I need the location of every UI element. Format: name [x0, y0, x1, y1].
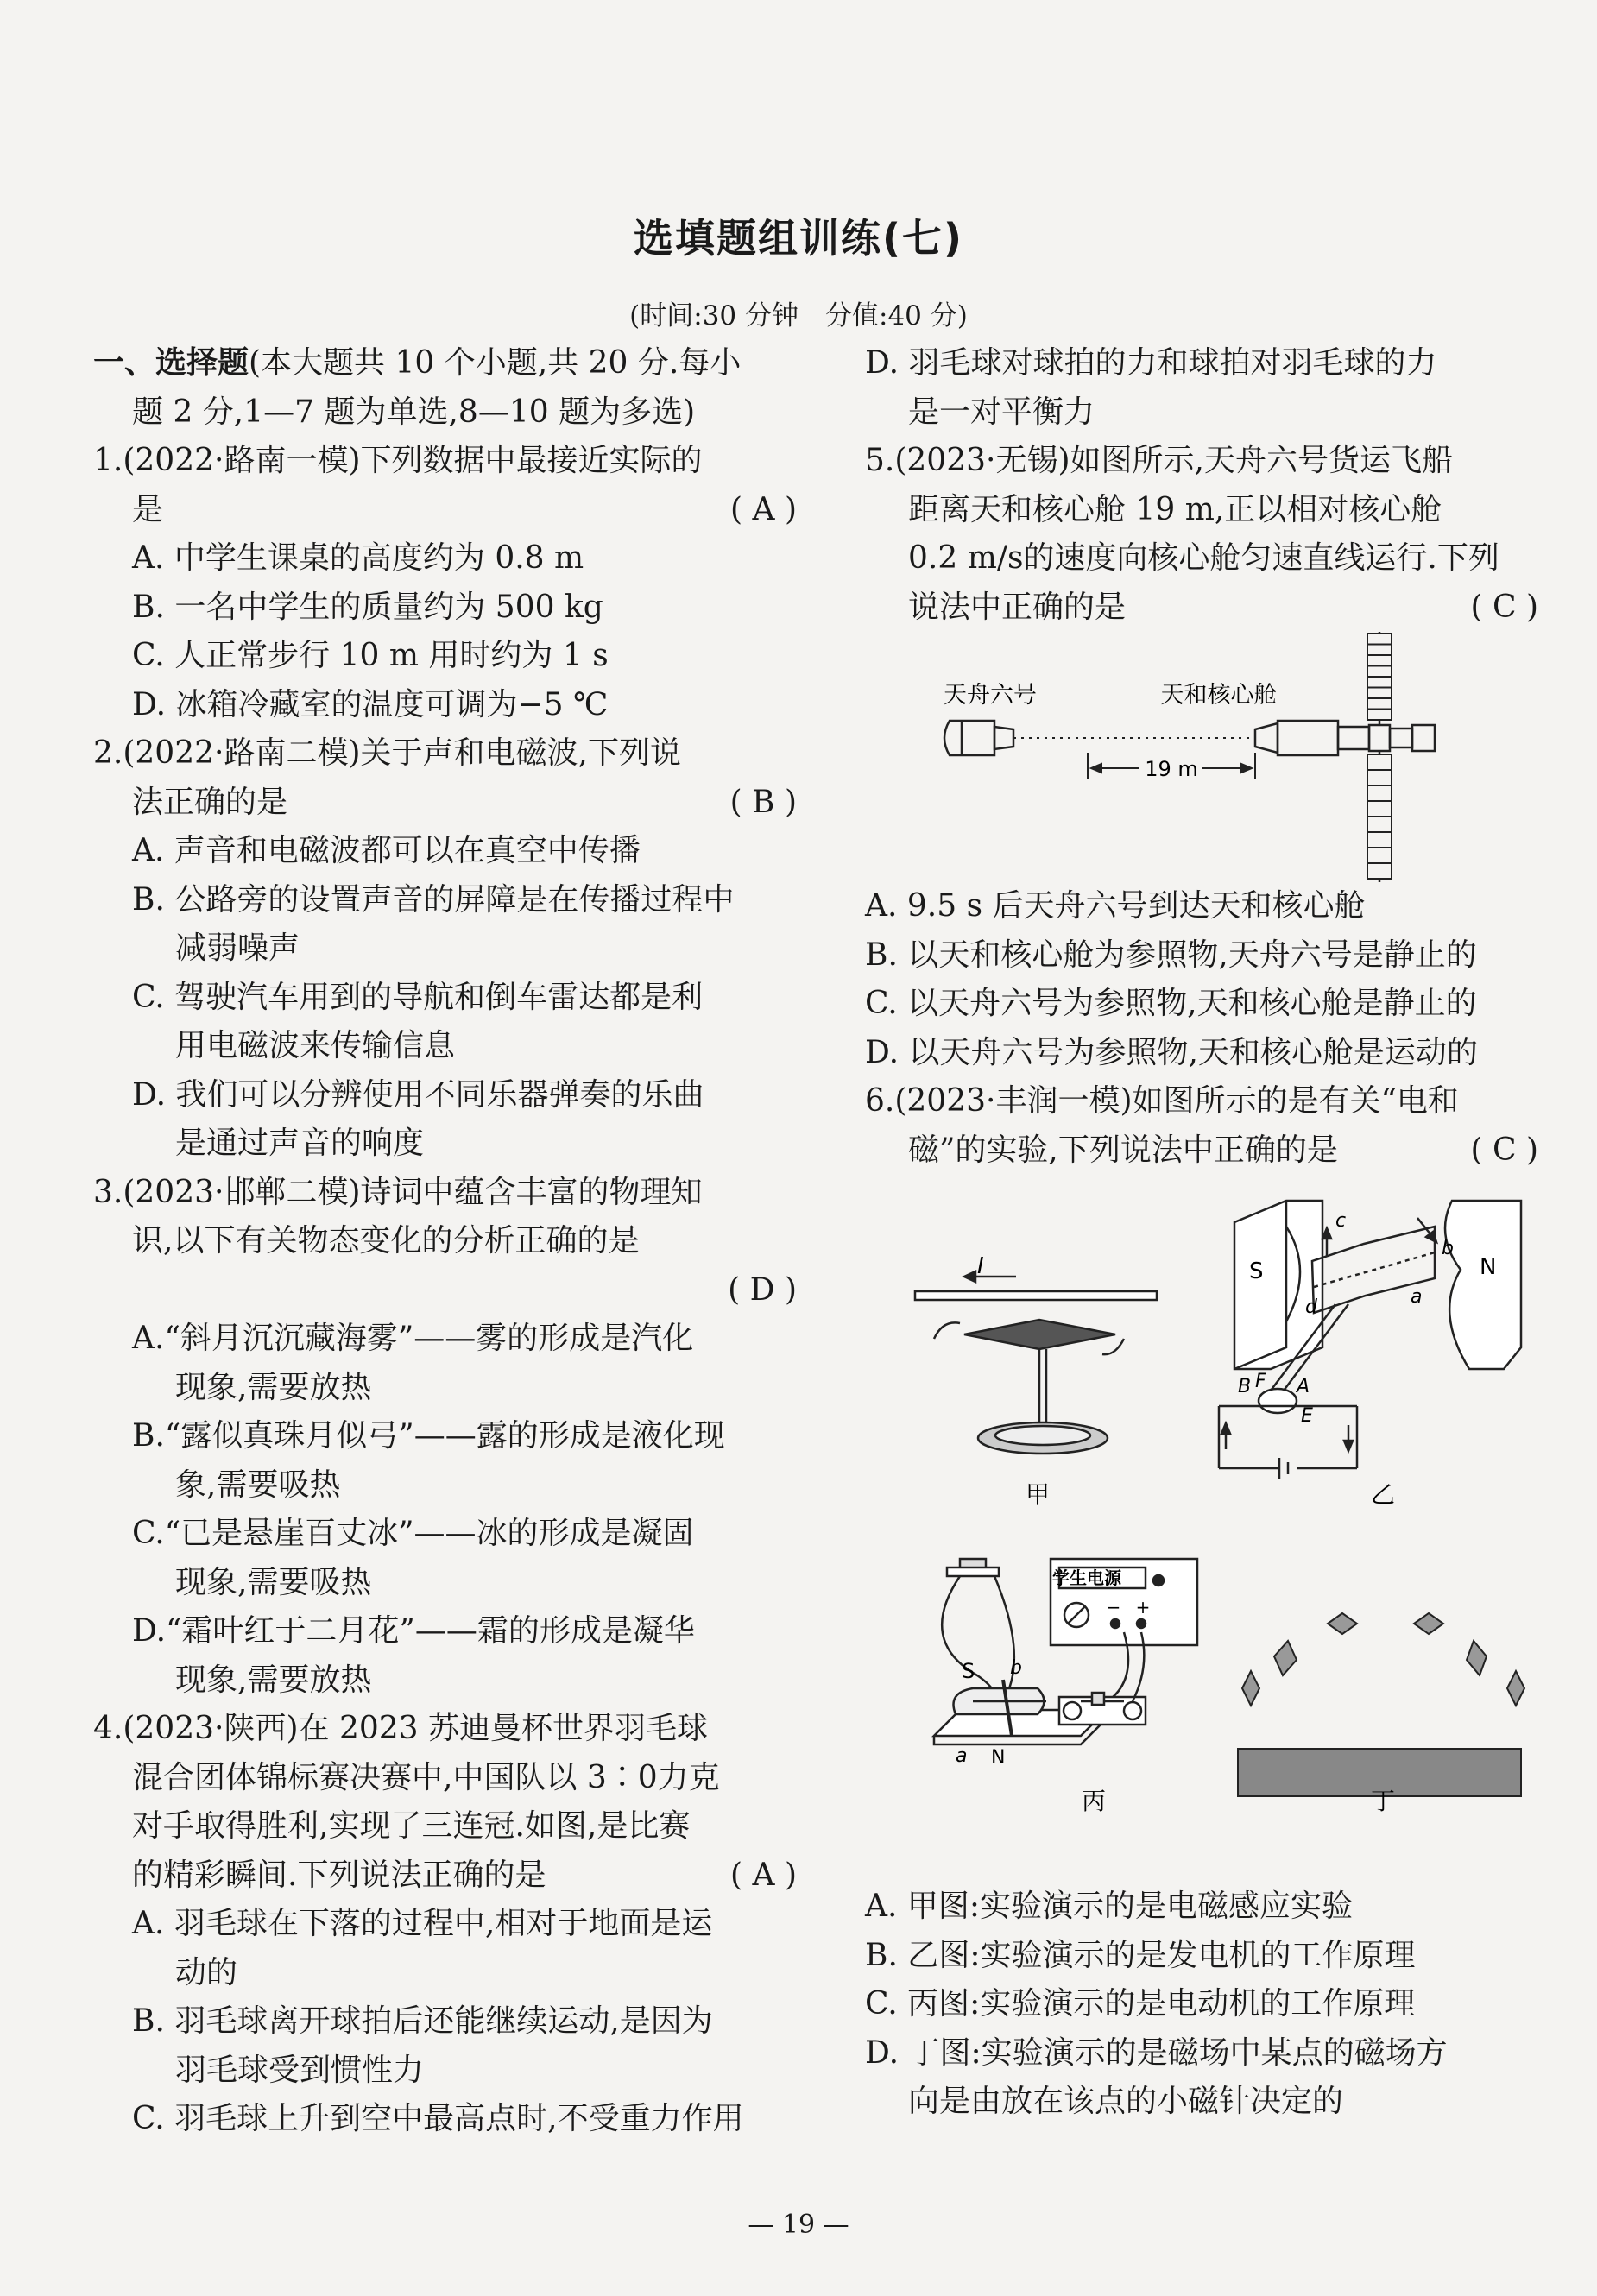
fig-jia-oersted	[915, 1271, 1157, 1454]
q2-option-d-2: 是通过声音的响度	[175, 1126, 425, 1161]
q6-answer: ( C )	[1470, 1132, 1538, 1168]
fig-bing-power-label: 学生电源	[1052, 1567, 1121, 1588]
q1-stem-1: 1.(2022·路南一模)下列数据中最接近实际的	[93, 443, 703, 478]
solar-panel-cell	[1367, 817, 1392, 832]
q5-stem-4	[865, 583, 1538, 633]
q5-answer: ( C )	[1470, 589, 1538, 625]
q1-option-c: C. 人正常步行 10 m 用时约为 1 s	[132, 638, 609, 673]
q2-option-b-1: B. 公路旁的设置声音的屏障是在传播过程中	[132, 881, 735, 918]
fig-yi-label: 乙	[1370, 1480, 1396, 1509]
q4-stem-2: 混合团体锦标赛决赛中,中国队以 3∶0力克	[132, 1759, 720, 1795]
q4-option-a-1: A. 羽毛球在下落的过程中,相对于地面是运	[132, 1906, 713, 1941]
fig-yi-F: F	[1255, 1371, 1266, 1392]
section-desc-2: 题 2 分,1—7 题为单选,8—10 题为多选)	[132, 394, 696, 430]
solar-panel-cell	[1367, 785, 1392, 801]
page-number: — 19 —	[748, 2210, 849, 2240]
fig-yi-E: E	[1301, 1405, 1313, 1427]
q5-stem-4-text: 说法中正确的是	[908, 589, 1127, 625]
q5-distance-label: 19 m	[1145, 757, 1198, 781]
solar-panel-cell	[1367, 645, 1392, 656]
fig-bing-pole-s: S	[962, 1659, 975, 1683]
q6-stem-2	[865, 1126, 1538, 1176]
q6-stem-1: 6.(2023·丰润一模)如图所示的是有关“电和	[865, 1083, 1459, 1119]
solar-panel-cell	[1367, 832, 1392, 848]
q1-option-b: B. 一名中学生的质量约为 500 kg	[132, 589, 603, 625]
q4-stem-4-text: 的精彩瞬间.下列说法正确的是	[132, 1857, 546, 1893]
fig-ding-label: 丁	[1370, 1787, 1396, 1815]
q5-label-tianzhou: 天舟六号	[944, 682, 1037, 709]
solar-panel-cell	[1367, 698, 1392, 710]
q6-stem-2-text: 磁”的实验,下列说法中正确的是	[908, 1132, 1338, 1168]
q4-stem-1: 4.(2023·陕西)在 2023 苏迪曼杯世界羽毛球	[93, 1711, 709, 1746]
q5-spacecraft-figure	[865, 632, 1538, 882]
fig-yi-pole-n: N	[1480, 1254, 1497, 1280]
q2-option-c-1: C. 驾驶汽车用到的导航和倒车雷达都是利	[132, 979, 704, 1015]
q1-stem-2	[93, 486, 797, 535]
q3-option-d-2: 现象,需要放热	[175, 1662, 372, 1698]
q2-option-b-2: 减弱噪声	[175, 930, 300, 966]
tianhe-station-icon	[1255, 632, 1435, 882]
q6-electromagnetism-figure	[865, 1175, 1538, 1883]
q2-answer: ( B )	[729, 784, 797, 820]
q4-option-d-2: 是一对平衡力	[908, 394, 1095, 430]
q5-option-b: B. 以天和核心舱为参照物,天舟六号是静止的	[865, 937, 1477, 973]
solar-panel-cell	[1367, 677, 1392, 688]
q6-option-b: B. 乙图:实验演示的是发电机的工作原理	[865, 1937, 1416, 1973]
fig-yi-b: b	[1442, 1238, 1454, 1259]
solar-panel-cell	[1367, 688, 1392, 699]
q5-stem-1: 5.(2023·无锡)如图所示,天舟六号货运飞船	[865, 443, 1453, 478]
q3-option-a-2: 现象,需要放热	[175, 1369, 372, 1405]
q2-option-a: A. 声音和电磁波都可以在真空中传播	[132, 833, 641, 868]
fig-jia-current-label: I	[977, 1253, 984, 1279]
fig-yi-a: a	[1411, 1286, 1423, 1308]
section-desc-1: (本大题共 10 个小题,共 20 分.每小	[249, 345, 742, 381]
fig-bing-pole-n: N	[991, 1747, 1006, 1769]
section-label: 一、选择题	[93, 345, 249, 381]
q5-stem-2: 距离天和核心舱 19 m,正以相对核心舱	[908, 491, 1442, 527]
q6-option-d-2: 向是由放在该点的小磁针决定的	[908, 2084, 1344, 2119]
q4-option-b-1: B. 羽毛球离开球拍后还能继续运动,是因为	[132, 2003, 713, 2039]
left-column	[93, 339, 797, 2144]
fig-yi-B: B	[1238, 1376, 1252, 1397]
fig-yi-A: A	[1297, 1376, 1310, 1397]
q3-option-b-2: 象,需要吸热	[175, 1467, 341, 1503]
q5-stem-3: 0.2 m/s的速度向核心舱匀速直线运行.下列	[908, 540, 1499, 576]
solar-panel-cell	[1367, 754, 1392, 770]
q4-stem-4	[93, 1851, 797, 1901]
right-column	[865, 339, 1538, 2127]
q2-option-d-1: D. 我们可以分辨使用不同乐器弹奏的乐曲	[132, 1076, 704, 1113]
solar-panel-cell	[1367, 801, 1392, 817]
q2-stem-2	[93, 779, 797, 828]
fig-yi-motor	[1219, 1201, 1521, 1479]
fig-yi-d: d	[1305, 1296, 1317, 1318]
q4-option-c: C. 羽毛球上升到空中最高点时,不受重力作用	[132, 2101, 744, 2136]
q3-stem-1: 3.(2023·邯郸二模)诗词中蕴含丰富的物理知	[93, 1174, 703, 1210]
fig-bing-minus: −	[1106, 1597, 1121, 1618]
q3-answer: ( D )	[728, 1271, 797, 1308]
q3-option-c-1: C.“已是悬崖百丈冰”——冰的形成是凝固	[132, 1516, 694, 1551]
solar-panel-cell	[1367, 863, 1392, 879]
solar-panel-cell	[1367, 848, 1392, 863]
q2-option-c-2: 用电磁波来传输信息	[175, 1028, 456, 1063]
fig-yi-c: c	[1335, 1210, 1347, 1232]
time-score-info: (时间:30 分钟 分值:40 分)	[629, 300, 968, 331]
q1-answer: ( A )	[730, 491, 797, 527]
fig-bing-plus: +	[1135, 1597, 1151, 1618]
q5-label-tianhe: 天和核心舱	[1160, 682, 1278, 709]
q4-answer: ( A )	[730, 1857, 797, 1893]
q2-stem-2-text: 法正确的是	[132, 784, 288, 820]
q6-option-a: A. 甲图:实验演示的是电磁感应实验	[865, 1889, 1354, 1924]
solar-panel-top	[1367, 634, 1392, 720]
q4-stem-3: 对手取得胜利,实现了三连冠.如图,是比赛	[132, 1808, 691, 1844]
fig-bing-a: a	[956, 1745, 968, 1767]
section-header	[93, 339, 797, 388]
q4-option-d-1: D. 羽毛球对球拍的力和球拍对羽毛球的力	[865, 345, 1437, 381]
q5-option-d: D. 以天舟六号为参照物,天和核心舱是运动的	[865, 1034, 1478, 1070]
q3-stem-2: 识,以下有关物态变化的分析正确的是	[132, 1223, 640, 1258]
q2-stem-1: 2.(2022·路南二模)关于声和电磁波,下列说	[93, 735, 681, 771]
q3-option-b-1: B.“露似真珠月似弓”——露的形成是液化现	[132, 1418, 725, 1454]
q5-option-c: C. 以天舟六号为参照物,天和核心舱是静止的	[865, 986, 1477, 1021]
fig-ding-compass	[1238, 1613, 1524, 1796]
q1-option-d: D. 冰箱冷藏室的温度可调为−5 ℃	[132, 686, 609, 722]
q3-option-a-1: A.“斜月沉沉藏海雾”——雾的形成是汽化	[132, 1321, 694, 1356]
q1-option-a: A. 中学生课桌的高度约为 0.8 m	[132, 540, 584, 576]
solar-panel-cell	[1367, 634, 1392, 645]
q6-option-c: C. 丙图:实验演示的是电动机的工作原理	[865, 1986, 1416, 2022]
fig-jia-label: 甲	[1025, 1480, 1051, 1509]
q4-option-a-2: 动的	[175, 1954, 238, 1990]
q1-stem-2-text: 是	[132, 491, 164, 527]
fig-bing-label: 丙	[1081, 1787, 1107, 1815]
fig-yi-pole-s: S	[1249, 1258, 1264, 1284]
solar-panel-bottom	[1367, 754, 1392, 879]
q5-option-a: A. 9.5 s 后天舟六号到达天和核心舱	[865, 888, 1366, 924]
page-title: 选填题组训练(七)	[633, 215, 964, 262]
q3-option-d-1: D.“霜叶红于二月花”——霜的形成是凝华	[132, 1613, 695, 1649]
tianzhou-ship-icon	[944, 721, 1013, 755]
solar-panel-cell	[1367, 710, 1392, 721]
solar-panel-cell	[1367, 666, 1392, 678]
q3-answer-line	[93, 1266, 797, 1315]
q3-option-c-2: 现象,需要吸热	[175, 1564, 372, 1600]
q4-option-b-2: 羽毛球受到惯性力	[175, 2052, 425, 2088]
solar-panel-cell	[1367, 770, 1392, 785]
fig-bing-b: b	[1010, 1657, 1022, 1679]
q6-option-d-1: D. 丁图:实验演示的是磁场中某点的磁场方	[865, 2034, 1448, 2071]
solar-panel-cell	[1367, 655, 1392, 666]
